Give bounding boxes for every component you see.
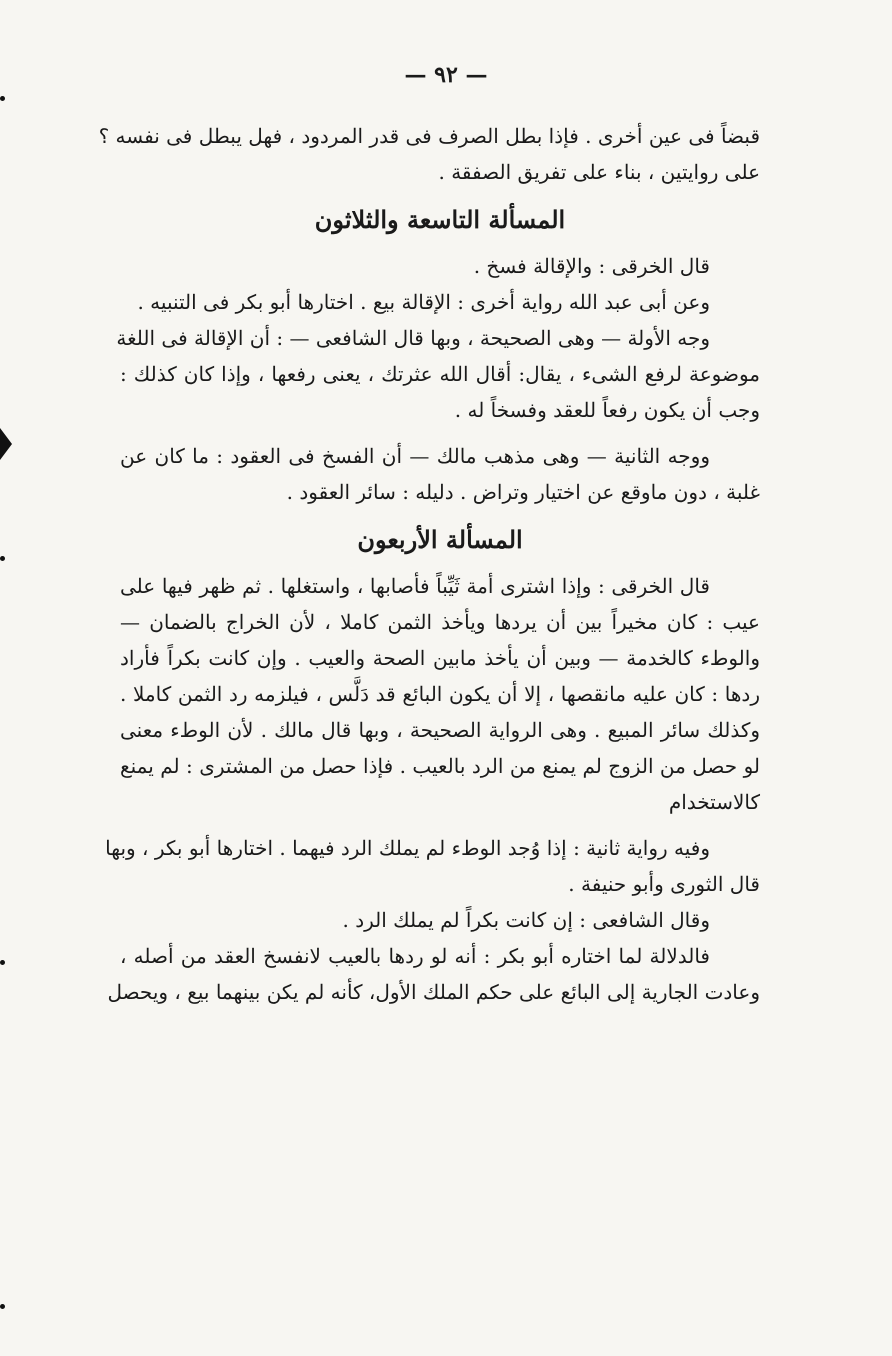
text-line: قال الخرقى : وإذا اشترى أمة ثَيِّباً فأصابها ، واستغلها . ثم ظهر فيها على xyxy=(120,574,710,598)
paragraph xyxy=(120,902,760,938)
paragraph xyxy=(105,830,760,902)
margin-mark xyxy=(0,96,5,101)
text-line: لو حصل من الزوج لم يمنع من الرد بالعيب . فإذا حصل من المشترى : لم يمنع xyxy=(120,754,760,778)
text-line: موضوعة لرفع الشىء ، يقال: أقال الله عثرتك ، يعنى رفعها ، وإذا كان كذلك : xyxy=(120,362,760,386)
text-line: وفيه رواية ثانية : إذا وُجد الوطء لم يملك الرد فيهما . اختارها أبو بكر ، وبها xyxy=(105,836,710,860)
text-line: غلبة ، دون ماوقع عن اختيار وتراض . دليله : سائر العقود . xyxy=(286,480,760,504)
text-line: على روايتين ، بناء على تفريق الصفقة . xyxy=(438,160,760,184)
margin-mark xyxy=(0,1304,5,1309)
text-line: وجه الأولة — وهى الصحيحة ، وبها قال الشافعى — : أن الإقالة فى اللغة xyxy=(116,326,710,350)
margin-mark xyxy=(0,428,12,460)
text-line: وكذلك سائر المبيع . وهى الرواية الصحيحة ، وبها قال مالك . لأن الوطء معنى xyxy=(120,718,760,742)
paragraph xyxy=(120,568,760,820)
text-line: فالدلالة لما اختاره أبو بكر : أنه لو ردها بالعيب لانفسخ العقد من أصله ، xyxy=(120,944,710,968)
paragraph xyxy=(120,248,760,284)
text-line: ردها : كان عليه مانقصها ، إلا أن يكون البائع قد دَلَّس ، فيلزمه رد الثمن كاملا . xyxy=(120,682,760,706)
text-line: وعادت الجارية إلى البائع على حكم الملك الأول، كأنه لم يكن بينهما بيع ، ويحصل xyxy=(107,980,760,1004)
paragraph-continuation xyxy=(98,118,760,190)
paragraph xyxy=(120,438,760,510)
text-line: عيب : كان مخيراً بين أن يردها ويأخذ الثمن كاملا ، لأن الخراج بالضمان — xyxy=(120,610,760,634)
margin-mark xyxy=(0,960,5,965)
text-line: قال الخرقى : والإقالة فسخ . xyxy=(473,254,710,278)
section-heading: المسألة الأربعون xyxy=(357,525,523,554)
paragraph xyxy=(116,320,760,428)
text-line: وعن أبى عبد الله رواية أخرى : الإقالة بيع . اختارها أبو بكر فى التنبيه . xyxy=(137,290,710,314)
text-line: وقال الشافعى : إن كانت بكراً لم يملك الرد . xyxy=(342,908,710,932)
margin-mark xyxy=(0,556,5,561)
section-heading: المسألة التاسعة والثلاثون xyxy=(314,205,566,234)
page-body xyxy=(98,118,760,1010)
paragraph xyxy=(120,284,760,320)
paragraph xyxy=(107,938,760,1010)
text-line: كالاستخدام xyxy=(668,790,760,814)
text-line: قبضاً فى عين أخرى . فإذا بطل الصرف فى قدر المردود ، فهل يبطل فى نفسه ؟ xyxy=(98,124,760,148)
page-number: — ٩٢ — xyxy=(404,62,488,88)
text-line: وجب أن يكون رفعاً للعقد وفسخاً له . xyxy=(454,398,760,422)
text-line: ووجه الثانية — وهى مذهب مالك — أن الفسخ فى العقود : ما كان عن xyxy=(120,444,710,468)
text-line: قال الثورى وأبو حنيفة . xyxy=(568,872,760,896)
text-line: والوطء كالخدمة — وبين أن يأخذ مابين الصحة والعيب . وإن كانت بكراً فأراد xyxy=(120,646,760,670)
